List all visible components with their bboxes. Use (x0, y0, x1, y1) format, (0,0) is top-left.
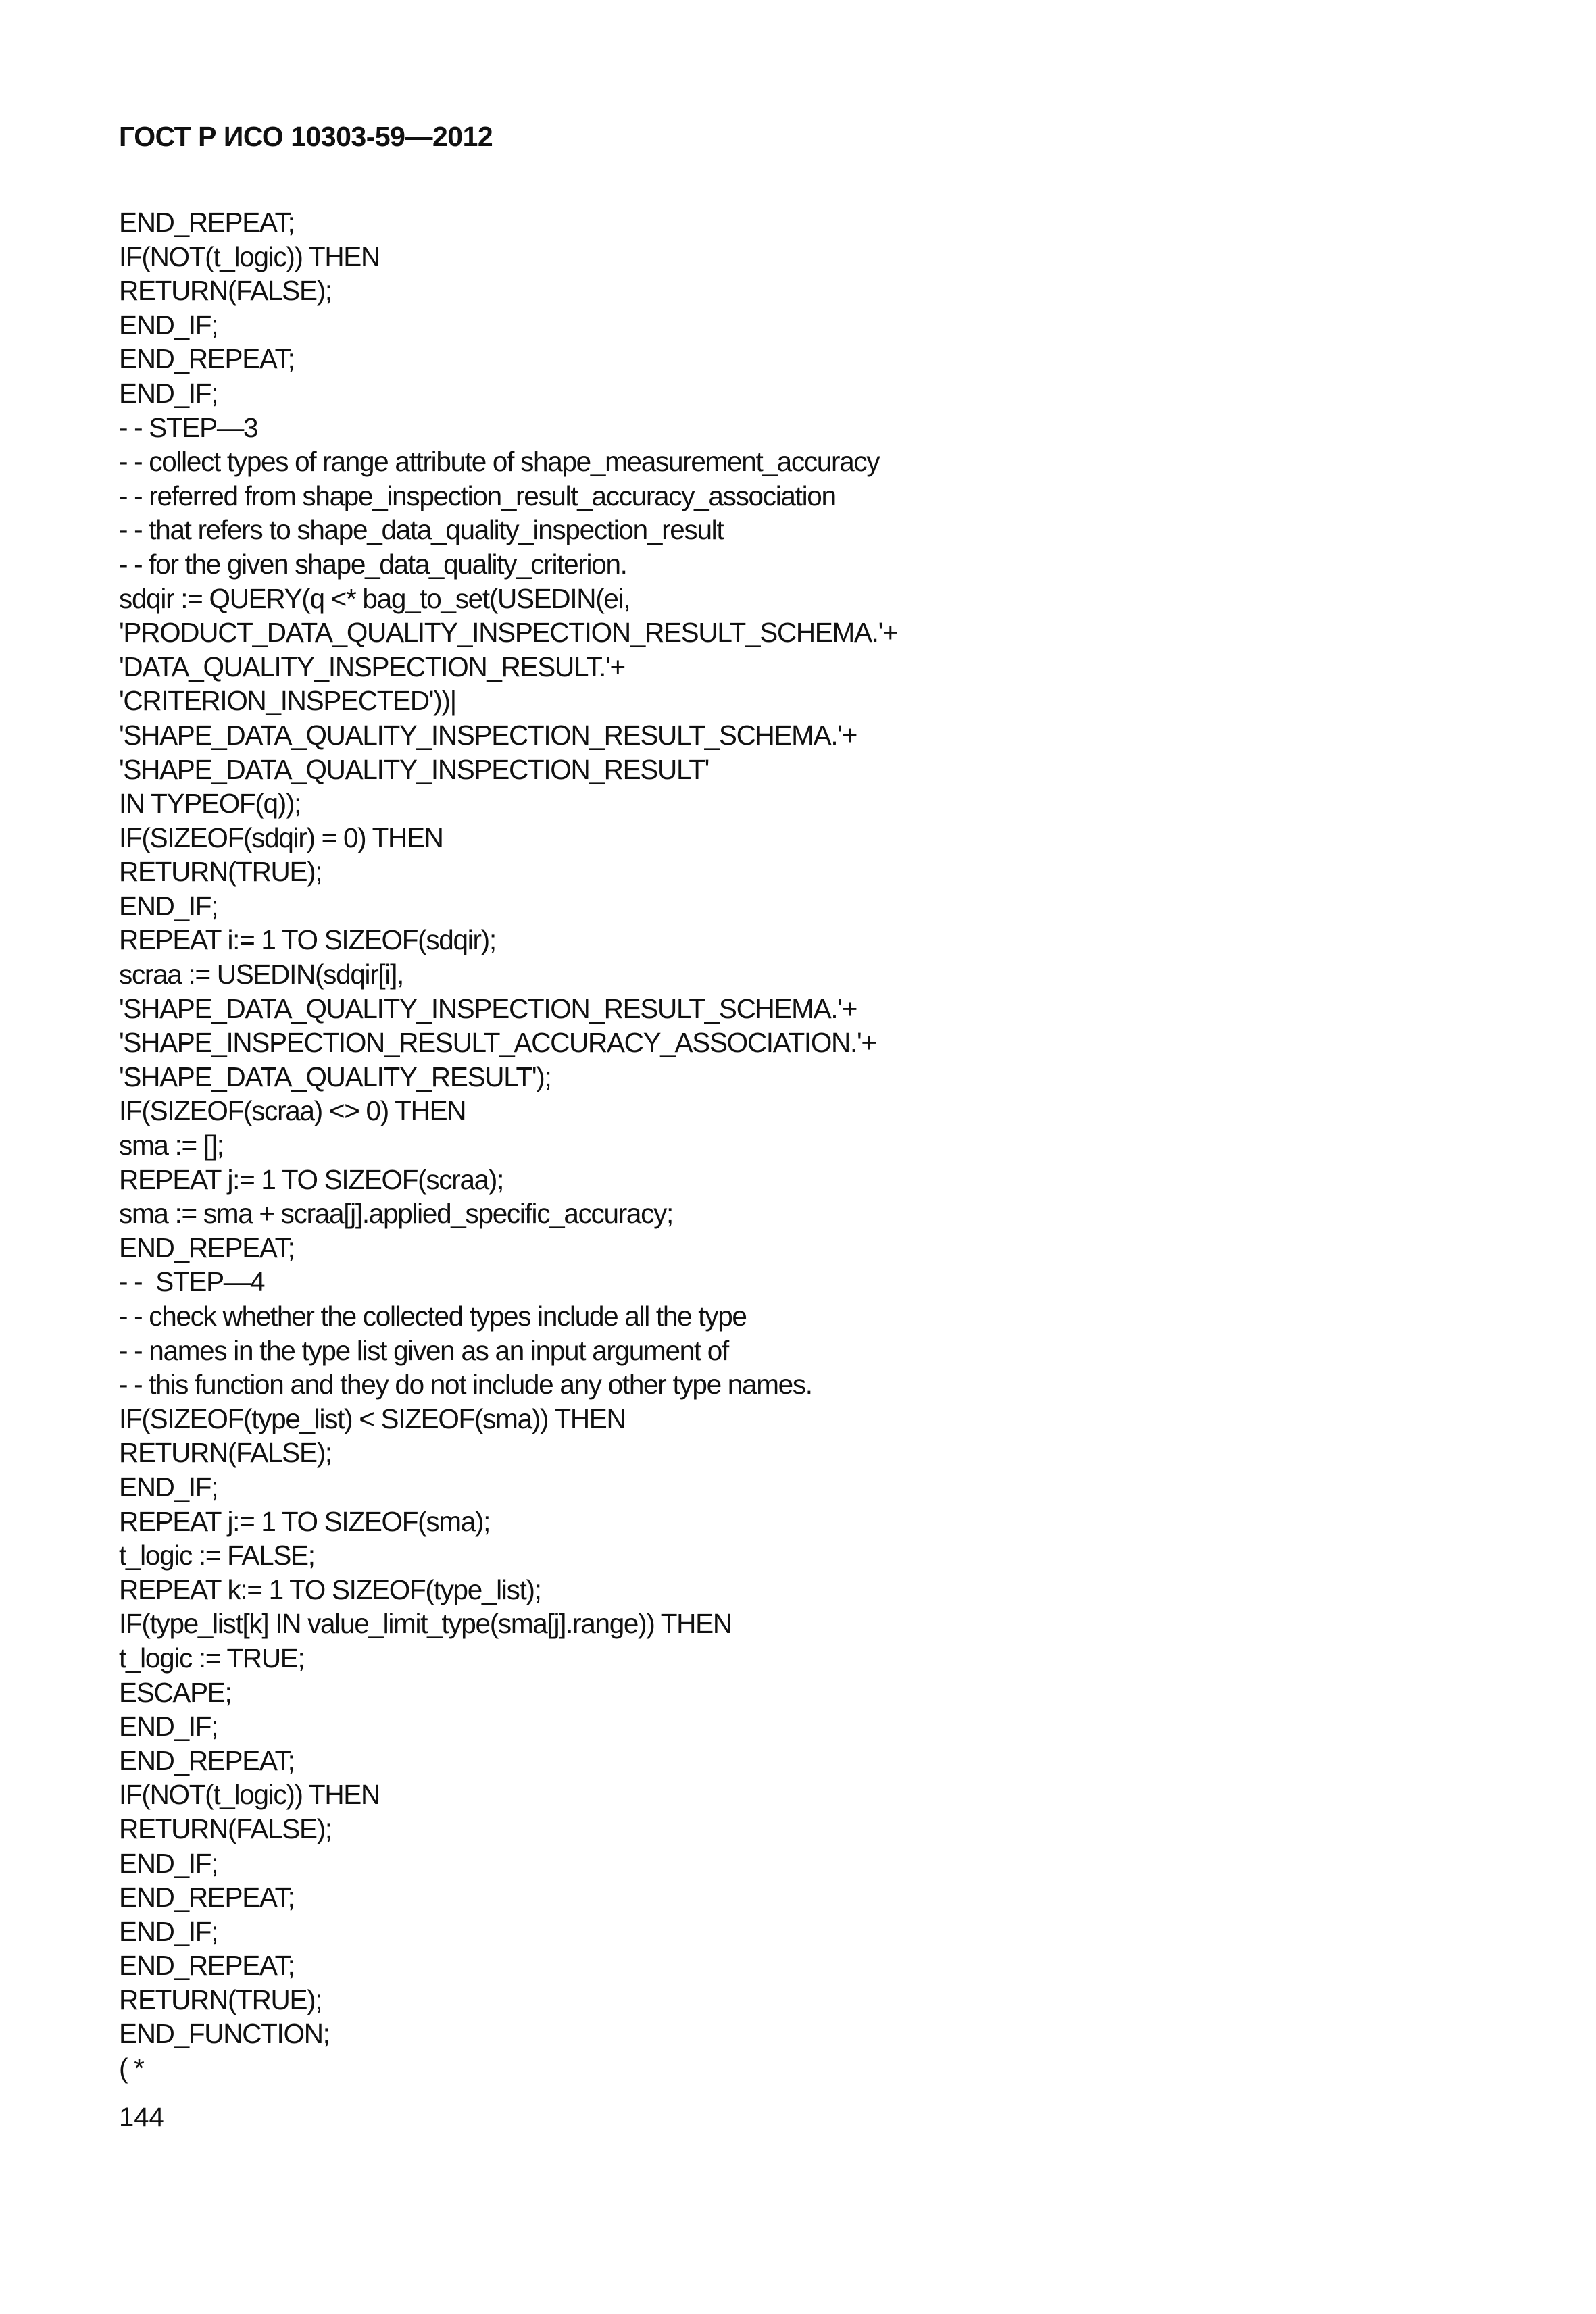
code-line: END_REPEAT; (119, 343, 295, 375)
code-line: END_IF; (119, 1711, 218, 1742)
code-line: - - STEP—3 (119, 411, 258, 443)
code-line: - - STEP—4 (119, 1266, 265, 1298)
code-line: RETURN(TRUE); (119, 1984, 322, 2015)
code-line: sma := sma + scraa[j].applied_specific_accuracy; (119, 1198, 673, 1230)
page-number: 144 (119, 2103, 164, 2132)
code-line: ESCAPE; (119, 1676, 232, 1708)
page-header-title: ГОСТ Р ИСО 10303-59—2012 (119, 121, 493, 152)
code-line: IN TYPEOF(q)); (119, 788, 301, 820)
code-line: IF(type_list[k] IN value_limit_type(sma[j].range)) THEN (119, 1608, 732, 1640)
code-line: - - for the given shape_data_quality_criterion. (119, 548, 627, 580)
code-line: - - that refers to shape_data_quality_inspection_result (119, 514, 724, 546)
code-line: RETURN(FALSE); (119, 1813, 332, 1844)
code-line: ( * (119, 2053, 144, 2084)
code-line: END_IF; (119, 309, 218, 341)
code-line: sdqir := QUERY(q <* bag_to_set(USEDIN(ei, (119, 582, 630, 614)
code-line: RETURN(FALSE); (119, 275, 332, 307)
code-listing (119, 205, 1470, 2086)
code-line: sma := []; (119, 1130, 224, 1161)
code-line: - - this function and they do not include any other type names. (119, 1369, 812, 1401)
code-line: 'SHAPE_DATA_QUALITY_INSPECTION_RESULT_SCHEMA.'+ (119, 719, 857, 751)
code-line: IF(NOT(t_logic)) THEN (119, 1779, 380, 1811)
code-line: END_REPEAT; (119, 1744, 295, 1776)
code-line: IF(SIZEOF(sdqir) = 0) THEN (119, 822, 443, 853)
code-line: END_REPEAT; (119, 1232, 295, 1263)
code-line: END_IF; (119, 377, 218, 409)
code-line: t_logic := TRUE; (119, 1642, 305, 1674)
code-line: RETURN(FALSE); (119, 1437, 332, 1469)
code-line: - - check whether the collected types include all the type (119, 1301, 747, 1332)
code-line: IF(SIZEOF(type_list) < SIZEOF(sma)) THEN (119, 1403, 626, 1434)
code-line: IF(NOT(t_logic)) THEN (119, 241, 380, 272)
code-line: END_REPEAT; (119, 207, 295, 238)
code-line: 'CRITERION_INSPECTED'))| (119, 685, 456, 717)
code-line: IF(SIZEOF(scraa) <> 0) THEN (119, 1095, 466, 1127)
code-line: END_IF; (119, 1471, 218, 1503)
code-line: - - names in the type list given as an input argument of (119, 1334, 728, 1366)
code-line: END_REPEAT; (119, 1882, 295, 1913)
code-line: END_REPEAT; (119, 1950, 295, 1982)
code-line: 'PRODUCT_DATA_QUALITY_INSPECTION_RESULT_SCHEMA.'+ (119, 617, 898, 649)
code-line: REPEAT k:= 1 TO SIZEOF(type_list); (119, 1574, 541, 1605)
code-line: 'SHAPE_DATA_QUALITY_INSPECTION_RESULT' (119, 753, 709, 785)
code-line: END_FUNCTION; (119, 2018, 330, 2050)
code-line: REPEAT j:= 1 TO SIZEOF(sma); (119, 1505, 491, 1537)
code-line: END_IF; (119, 1915, 218, 1947)
code-line: 'DATA_QUALITY_INSPECTION_RESULT.'+ (119, 651, 625, 682)
code-line: scraa := USEDIN(sdqir[i], (119, 959, 403, 990)
code-line: - - collect types of range attribute of shape_measurement_accuracy (119, 446, 880, 478)
code-line: 'SHAPE_DATA_QUALITY_RESULT'); (119, 1061, 551, 1092)
code-line: t_logic := FALSE; (119, 1540, 315, 1571)
code-line: RETURN(TRUE); (119, 856, 322, 888)
code-line: REPEAT i:= 1 TO SIZEOF(sdqir); (119, 924, 496, 956)
code-line: REPEAT j:= 1 TO SIZEOF(scraa); (119, 1163, 504, 1195)
code-line: 'SHAPE_DATA_QUALITY_INSPECTION_RESULT_SCHEMA.'+ (119, 992, 857, 1024)
code-line: 'SHAPE_INSPECTION_RESULT_ACCURACY_ASSOCIATION.'+ (119, 1027, 876, 1059)
code-line: END_IF; (119, 890, 218, 922)
code-line: - - referred from shape_inspection_result_accuracy_association (119, 480, 836, 511)
code-line: END_IF; (119, 1847, 218, 1879)
